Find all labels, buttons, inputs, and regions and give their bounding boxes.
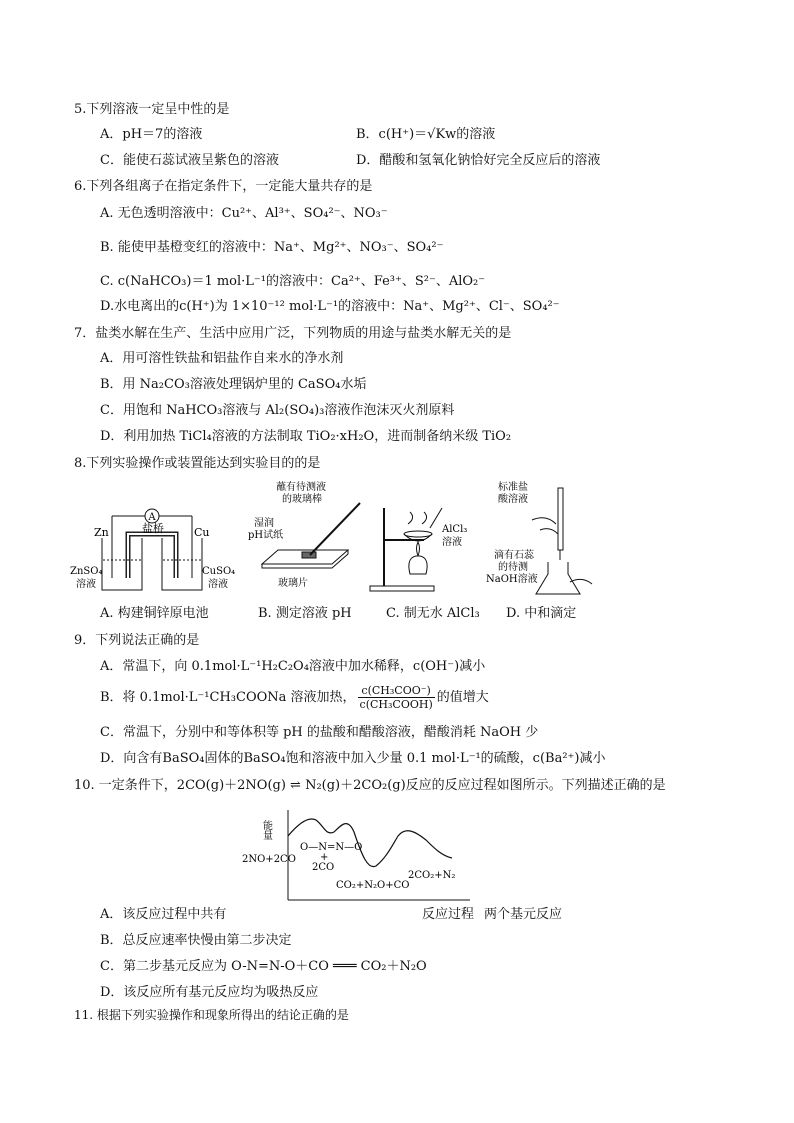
q9-option-b-text: B．将 0.1mol·L⁻¹CH₃COONa 溶液加热，: [100, 690, 356, 705]
q8-option-c: C. 制无水 AlCl₃: [386, 606, 480, 621]
zn-label: Zn: [94, 526, 109, 539]
q5-option-a: A．pH＝7的溶液: [100, 127, 203, 142]
flask-label-3: NaOH溶液: [486, 574, 538, 585]
q8-stem: 8.下列实验操作或装置能达到实验目的的是: [74, 456, 321, 471]
flask-label-2: 的待测: [498, 562, 528, 573]
rod-label: 蘸有待测液: [276, 482, 326, 493]
znso4-label: ZnSO₄: [70, 566, 103, 577]
q9-fraction-denominator: c(CH₃COOH): [359, 698, 433, 711]
q10-option-b: B．总反应速率快慢由第二步决定: [100, 933, 292, 948]
q7-stem: 7．盐类水解在生产、生活中应用广泛，下列物质的用途与盐类水解无关的是: [74, 326, 512, 341]
glass-plate-label: 玻璃片: [278, 578, 308, 589]
energy-diagram: [238, 806, 478, 906]
q9-option-d: D．向含有BaSO₄固体的BaSO₄饱和溶液中加入少量 0.1 mol·L⁻¹的硫酸，c(Ba²⁺)减小: [100, 751, 606, 766]
q10-option-c: C．第二步基元反应为 O-N=N-O＋CO ═══ CO₂＋N₂O: [100, 959, 427, 974]
q8-option-d: D. 中和滴定: [506, 606, 577, 621]
znso4-label-2: 溶液: [76, 579, 96, 590]
q9-fraction-numerator: c(CH₃COO⁻): [358, 684, 435, 698]
q8-figure: [70, 478, 610, 603]
q9-stem: 9．下列说法正确的是: [74, 633, 200, 648]
intermediate-plus: +: [320, 852, 329, 863]
q8-option-b: B. 测定溶液 pH: [258, 606, 352, 621]
intermediate-co: 2CO: [312, 862, 335, 873]
q9-option-b-tail: 的值增大: [436, 690, 489, 705]
cu-label: Cu: [194, 526, 210, 539]
cuso4-label: CuSO₄: [202, 566, 236, 577]
q5-option-d: D．醋酸和氢氧化钠恰好完全反应后的溶液: [356, 153, 601, 168]
q6-option-a: A. 无色透明溶液中：Cu²⁺、Al³⁺、SO₄²⁻、NO₃⁻: [100, 206, 388, 221]
intermediate-label: O—N=N—O: [300, 842, 363, 853]
evaporation-figure: [370, 508, 442, 591]
q7-option-a: A．用可溶性铁盐和铝盐作自来水的净水剂: [100, 351, 344, 366]
q9-option-b: [100, 683, 489, 713]
flask-label: 滴有石蕊: [494, 550, 534, 561]
q7-option-b: B．用 Na₂CO₃溶液处理锅炉里的 CaSO₄水垢: [100, 377, 367, 392]
std-acid-label-2: 酸溶液: [498, 494, 528, 505]
q9-option-a: A．常温下，向 0.1mol·L⁻¹H₂C₂O₄溶液中加水稀释，c(OH⁻)减小: [100, 659, 486, 674]
q6-option-b: B. 能使甲基橙变红的溶液中：Na⁺、Mg²⁺、NO₃⁻、SO₄²⁻: [100, 240, 444, 255]
y-axis-label: 能量: [260, 820, 272, 840]
q7-option-c: C．用饱和 NaHCO₃溶液与 Al₂(SO₄)₃溶液作泡沫灭火剂原料: [100, 403, 455, 418]
x-axis-label: 反应过程: [422, 907, 475, 922]
q6-stem: 6.下列各组离子在指定条件下，一定能大量共存的是: [74, 179, 373, 194]
alcl3-label-2: 溶液: [442, 537, 462, 548]
ph-paper-label: 湿润: [254, 518, 274, 529]
end-label: 2CO₂+N₂: [408, 870, 456, 881]
q6-option-d: D.水电离出的c(H⁺)为 1×10⁻¹² mol·L⁻¹的溶液中：Na⁺、Mg²⁺、Cl⁻、SO₄²⁻: [100, 299, 560, 314]
q11-stem: 11. 根据下列实验操作和现象所得出的结论正确的是: [74, 1008, 349, 1022]
cuso4-label-2: 溶液: [208, 579, 228, 590]
salt-bridge-label: 盐桥: [142, 522, 164, 535]
q10-stem: 10. 一定条件下，2CO(g)＋2NO(g) ⇌ N₂(g)＋2CO₂(g)反应的反应过程如图所示。下列描述正确的是: [74, 778, 666, 793]
q7-option-d: D．利用加热 TiCl₄溶液的方法制取 TiO₂·xH₂O，进而制备纳米级 TiO₂: [100, 429, 512, 444]
start-label: 2NO+2CO: [242, 854, 296, 865]
ph-paper-label-2: pH试纸: [248, 530, 284, 541]
q10-option-d: D．该反应所有基元反应均为吸热反应: [100, 985, 319, 1000]
q5-option-b: B．c(H⁺)＝√Kw的溶液: [356, 127, 496, 142]
alcl3-label: AlCl₃: [442, 524, 468, 535]
std-acid-label: 标准盐: [498, 482, 528, 493]
q10-option-a-tail: 两个基元反应: [484, 907, 563, 922]
titration-figure: [532, 488, 592, 594]
q6-option-c: C. c(NaHCO₃)＝1 mol·L⁻¹的溶液中：Ca²⁺、Fe³⁺、S²⁻、AlO₂⁻: [100, 274, 486, 289]
ammeter-label: A: [148, 512, 156, 523]
q9-fraction: [358, 684, 435, 711]
q8-option-a: A. 构建铜锌原电池: [100, 606, 209, 621]
q9-option-c: C．常温下，分别中和等体积等 pH 的盐酸和醋酸溶液，醋酸消耗 NaOH 少: [100, 725, 539, 740]
rod-label-2: 的玻璃棒: [282, 494, 322, 505]
second-state-label: CO₂+N₂O+CO: [336, 880, 410, 891]
q5-stem: 5.下列溶液一定呈中性的是: [74, 102, 230, 117]
q10-option-a: A．该反应过程中共有: [100, 907, 227, 922]
q5-option-c: C．能使石蕊试液呈紫色的溶液: [100, 153, 279, 168]
